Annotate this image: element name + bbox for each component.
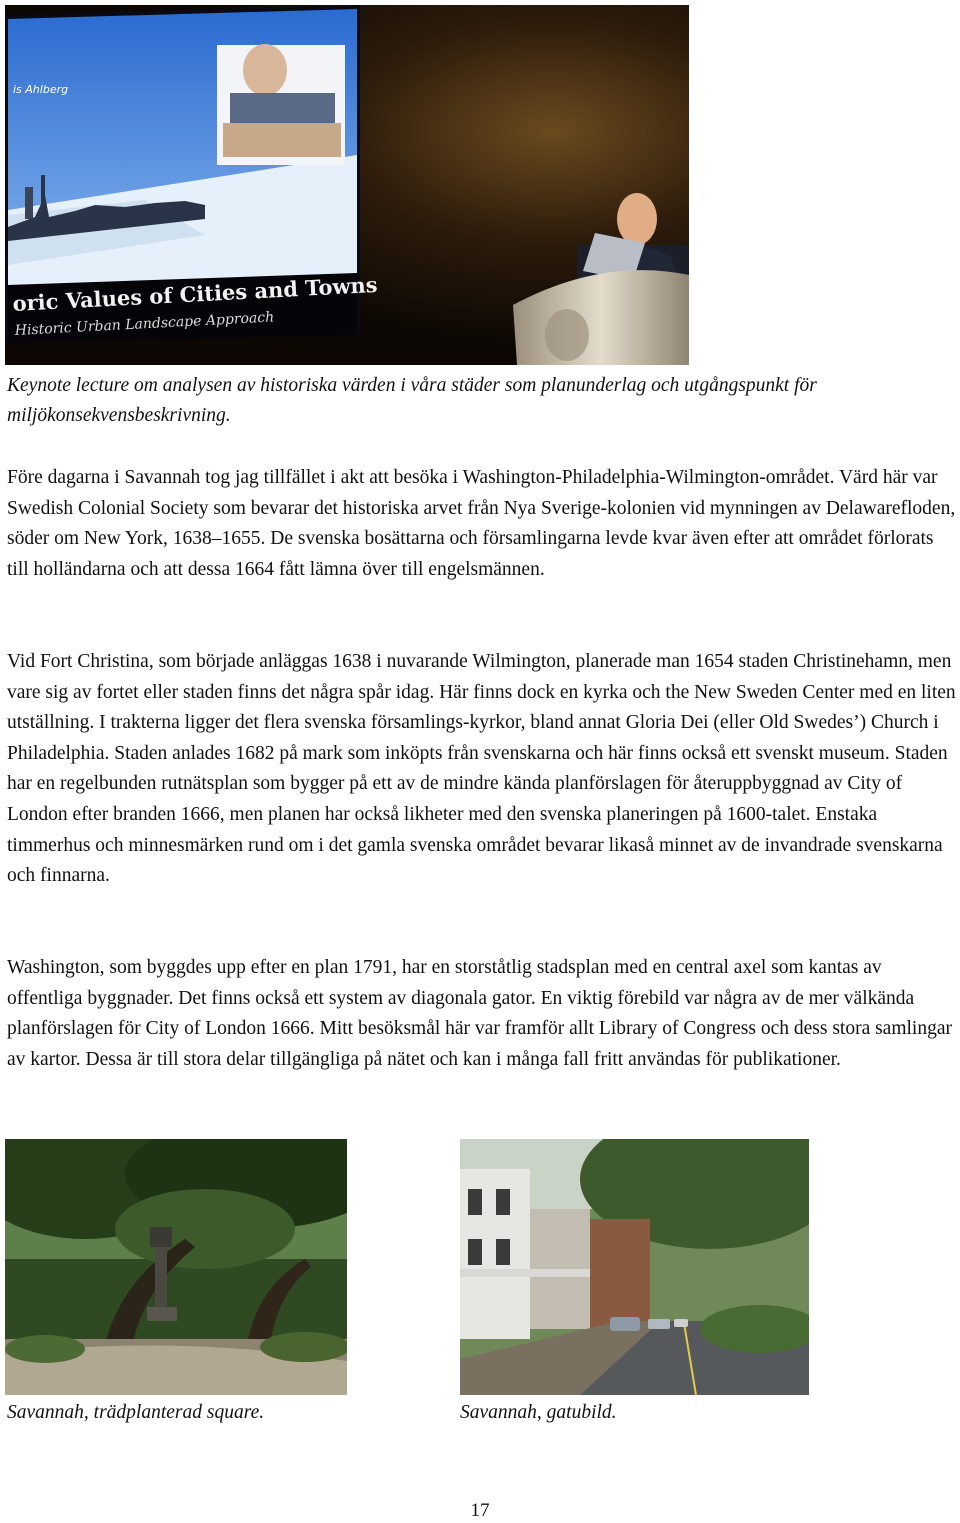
body-paragraph: Före dagarna i Savannah tog jag tillfället i akt att besöka i Washington-Philadelphia-Wilmington-området. Värd här var Swedish Colonial Society som bevarar det historiska arvet från Nya Sverige-kolonien vid mynningen av Delawarefloden, söder om New York, 1638–1655. De svenska bosättarna och församlingarna levde kvar även efter att området förlorats till holländarna och att dessa 1664 fått lämna över till engelsmännen. (7, 467, 956, 580)
keynote-caption: Keynote lecture om analysen av historiska värden i våra städer som planunderlag och utgångspunkt för miljökonsekvensbeskrivning. (7, 375, 817, 426)
body-paragraph: Vid Fort Christina, som började anläggas 1638 i nuvarande Wilmington, planerade man 1654 staden Christinehamn, men vare sig av fortet eller staden finns det några spår idag. Här finns dock en kyrka och the New Sweden Center med en liten utställning. I trakterna ligger det flera svenska församlings-kyrkor, bland annat Gloria Dei (eller Old Swedes’) Church i Philadelphia. Staden anlades 1682 på mark som inköpts från svenskarna och här finns också ett svenskt museum. Staden har en regelbunden rutnätsplan som bygger på ett av de mindre kända planförslagen för återuppbyggnad av City of London efter branden 1666, men planen har också likheter med den svenska planeringen på 1600-talet. Enstaka timmerhus och minnesmärken rund om i det gamla svenska området bevarar likaså minnet av de invandrade svenskarna och finnarna. (7, 651, 956, 887)
savannah-street-photo (460, 1139, 809, 1395)
street-caption: Savannah, gatubild. (460, 1402, 617, 1423)
slide-name: is Ahlberg (13, 83, 69, 96)
savannah-street-drawing (460, 1139, 809, 1395)
square-caption: Savannah, trädplanterad square. (7, 1402, 265, 1423)
page-number: 17 (470, 1500, 490, 1521)
slide-title: oric Values of Cities and Towns (11, 271, 379, 316)
keynote-photo (5, 5, 689, 365)
savannah-square-photo (5, 1139, 347, 1395)
body-paragraph: Washington, som byggdes upp efter en plan 1791, har en storståtlig stadsplan med en central axel som kantas av offentliga byggnader. Det finns också ett system av diagonala gator. En viktig förebild var några av de mer välkända planförslagen för City of London 1666. Mitt besöksmål här var framför allt Library of Congress och dess stora samlingar av kartor. Dessa är till stora delar tillgängliga på nätet och kan i många fall fritt användas för publikationer. (7, 957, 952, 1070)
keynote-photo-drawing (5, 5, 689, 365)
savannah-square-drawing (5, 1139, 347, 1395)
slide-subtitle: Historic Urban Landscape Approach (14, 309, 275, 339)
